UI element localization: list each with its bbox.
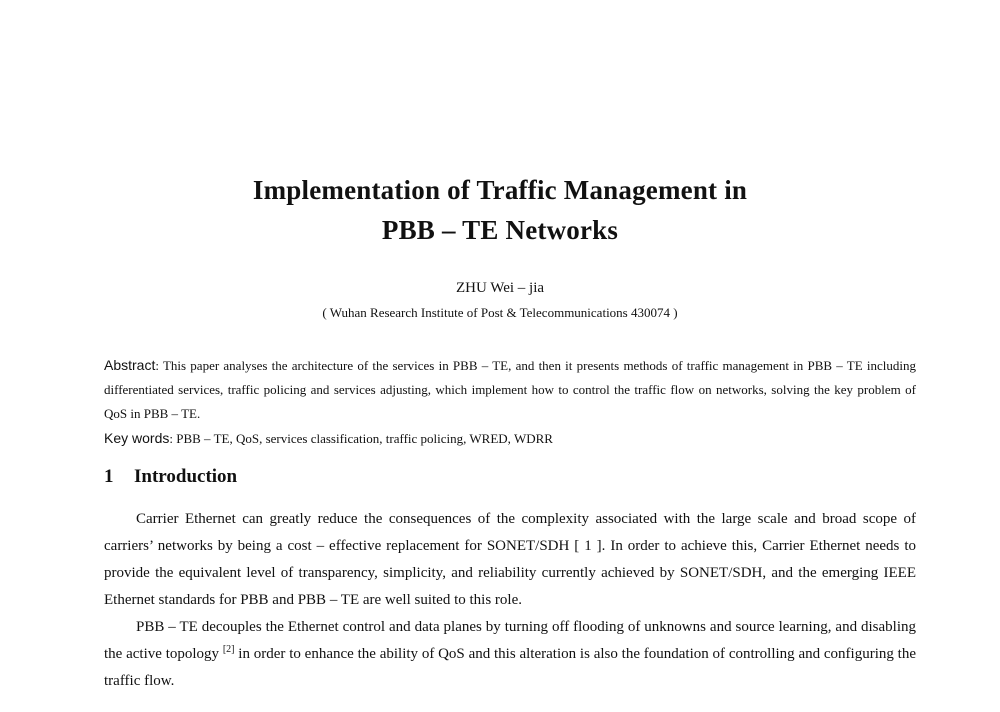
section-title: Introduction <box>134 466 238 487</box>
abstract-label: Abstract <box>104 357 156 373</box>
keywords <box>104 428 916 449</box>
paragraph-2-part-2: in order to enhance the ability of QoS and this alteration is also the foundation of controlling and configuring the traffic flow. <box>104 646 916 689</box>
paragraph-2-part-1: PBB – TE decouples the Ethernet control and data planes by turning off flooding of unknowns and source learning, and disabling the active topology <box>104 619 916 662</box>
abstract <box>104 353 916 426</box>
paragraph-2 <box>104 614 916 695</box>
citation-2: [2] <box>222 644 235 655</box>
keywords-label: Key words <box>104 430 170 446</box>
title-line-1: Implementation of Traffic Management in <box>252 175 748 205</box>
author-affiliation: ( Wuhan Research Institute of Post & Telecommunications 430074 ) <box>322 305 678 320</box>
paper-title <box>0 170 1000 250</box>
paragraph-1: Carrier Ethernet can greatly reduce the consequences of the complexity associated with the large scale and broad scope of carriers’ networks by being a cost – effective replacement for SONET/SDH [ 1 ]. In order to achieve this, Carrier Ethernet needs to provide the equivalent level of transparency, simplicity, and reliability currently achieved by SONET/SDH, and the emerging IEEE Ethernet standards for PBB and PBB – TE are well suited to this role. <box>104 511 916 608</box>
abstract-separator: : <box>155 358 163 373</box>
section-heading-introduction <box>104 466 237 488</box>
abstract-text: This paper analyses the architecture of the services in PBB – TE, and then it presents methods of traffic management in PBB – TE including differentiated services, traffic policing and services adjusting, which implement how to control the traffic flow on networks, solving the key problem of QoS in PBB – TE. <box>104 358 916 421</box>
section-number: 1 <box>104 466 114 487</box>
author-name: ZHU Wei – jia <box>455 280 545 296</box>
keywords-text: PBB – TE, QoS, services classification, traffic policing, WRED, WDRR <box>176 431 553 446</box>
section-body <box>104 506 916 695</box>
keywords-separator: : <box>169 431 177 446</box>
title-line-2: PBB – TE Networks <box>381 215 619 245</box>
